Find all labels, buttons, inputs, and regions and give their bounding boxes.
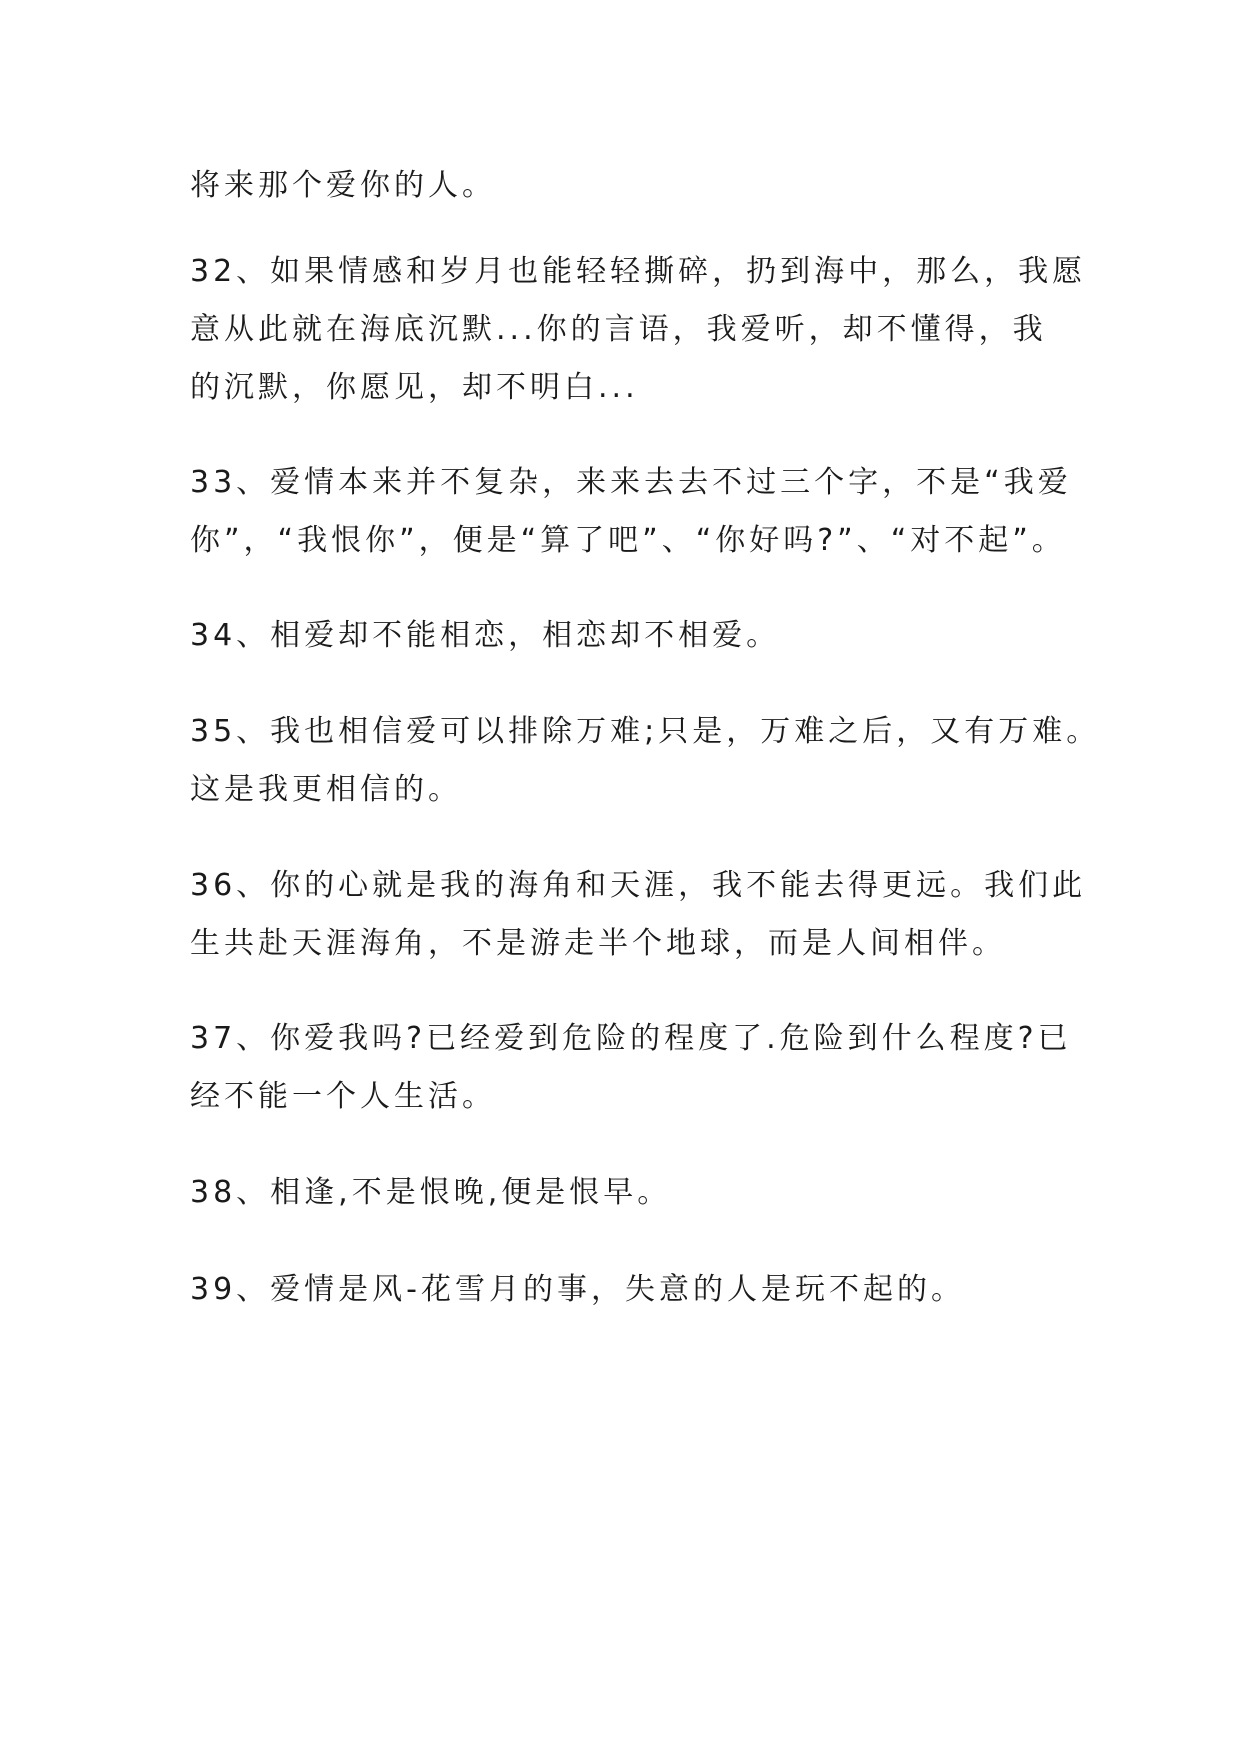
paragraph-37-line-1: 37、你爱我吗?已经爱到危险的程度了.危险到什么程度?已 — [190, 1021, 1072, 1056]
paragraph-39-line-1: 39、爱情是风-花雪月的事，失意的人是玩不起的。 — [190, 1272, 965, 1307]
paragraph-33-line-2: 你”，“我恨你”，便是“算了吧”、“你好吗?”、“对不起”。 — [190, 523, 1066, 558]
paragraph-35-line-2: 这是我更相信的。 — [190, 772, 462, 807]
paragraph-32-line-1: 32、如果情感和岁月也能轻轻撕碎，扔到海中，那么，我愿 — [190, 254, 1087, 289]
paragraph-35-line-1: 35、我也相信爱可以排除万难;只是，万难之后，又有万难。 — [190, 714, 1101, 749]
paragraph-37-line-2: 经不能一个人生活。 — [190, 1079, 496, 1114]
paragraph-33-line-1: 33、爱情本来并不复杂，来来去去不过三个字，不是“我爱 — [190, 465, 1072, 500]
paragraph-31-line-1: 将来那个爱你的人。 — [190, 168, 496, 203]
paragraph-32-line-3: 的沉默，你愿见，却不明白... — [190, 370, 639, 405]
paragraph-38-line-1: 38、相逢,不是恨晚,便是恨早。 — [190, 1175, 672, 1210]
paragraph-32-line-2: 意从此就在海底沉默...你的言语，我爱听，却不懂得，我 — [190, 312, 1047, 347]
paragraph-36-line-2: 生共赴天涯海角，不是游走半个地球，而是人间相伴。 — [190, 926, 1006, 961]
paragraph-36-line-1: 36、你的心就是我的海角和天涯，我不能去得更远。我们此 — [190, 868, 1087, 903]
paragraph-34-line-1: 34、相爱却不能相恋，相恋却不相爱。 — [190, 618, 781, 653]
